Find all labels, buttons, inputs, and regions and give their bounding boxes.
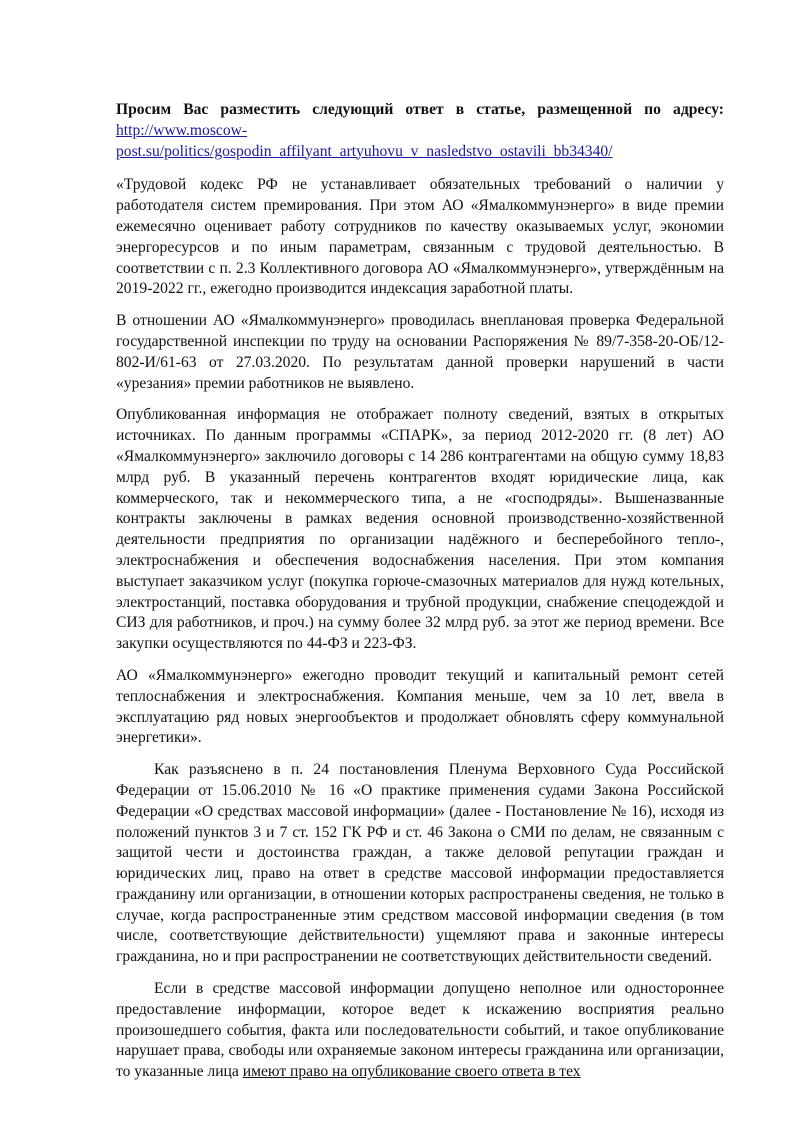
article-url-line-1[interactable]: http://www.moscow-	[116, 121, 248, 139]
paragraph-supreme-court: Как разъяснено в п. 24 постановления Пленума Верховного Суда Российской Федерации от 15.06.2010 № 16 «О практике применения судами Закона Российской Федерации «О средствах массовой информации» (далее - Постановление № 16), исходя из положений пунктов 3 и 7 ст. 152 ГК РФ и ст. 46 Закона о СМИ по делам, не связанным с защитой чести и достоинства граждан, а также деловой репутации граждан и юридических лиц, право на ответ в средстве массовой информации предоставляется гражданину или организации, в отношении которых распространены сведения, не только в случае, когда распространенные этим средством массовой информации сведения (в том числе, соответствующие действительности) ущемляют права и законные интересы гражданина, но и при распространении не соответствующих действительности сведений.	[116, 761, 724, 966]
request-text: Просим Вас разместить следующий ответ в статье, размещенной по адресу:	[116, 101, 724, 118]
paragraph-right-of-reply	[116, 979, 724, 1083]
paragraph-contractors: Опубликованная информация не отображает полноту сведений, взятых в открытых источниках. По данным программы «СПАРК», за период 2012-2020 гг. (8 лет) АО «Ямалкоммунэнерго» заключило договоры с 14 286 контрагентами на общую сумму 18,83 млрд руб. В указанный перечень контрагентов входят юридические лица, как коммерческого, так и некоммерческого типа, а не «господряды». Вышеназванные контракты заключены в рамках ведения основной производственно-хозяйственной деятельности предприятия по организации надёжного и бесперебойного тепло-, электроснабжения и обеспечения водоснабжения населения. При этом компания выступает заказчиком услуг (покупка горюче-смазочных материалов для нужд котельных, электростанций, поставка оборудования и трубной продукции, снабжение спецодеждой и СИЗ для работников, и проч.) на сумму более 32 млрд руб. за этот же период времени. Все закупки осуществляются по 44-ФЗ и 223-ФЗ.	[116, 406, 724, 653]
paragraph-repairs: АО «Ямалкоммунэнерго» ежегодно проводит текущий и капитальный ремонт сетей теплоснабжения и электроснабжения. Компания меньше, чем за 10 лет, ввела в эксплуатацию ряд новых энергообъектов и продолжает обновлять сферу коммунальной энергетики».	[116, 666, 724, 747]
paragraph-right-of-reply-text: Если в средстве массовой информации допущено неполное или одностороннее предоставление информации, которое ведет к искажению восприятия реально произошедшего события, факта или последовательности событий, и такое опубликование нарушает права, свободы или охраняемые законом интересы гражданина или организации, то указанные лица	[116, 980, 724, 1081]
request-header	[116, 100, 724, 162]
document-body	[116, 100, 724, 1094]
paragraph-labor-inspection: В отношении АО «Ямалкоммунэнерго» проводилась внеплановая проверка Федеральной государственной инспекции по труду на основании Распоряжения № 89/7-358-20-ОБ/12-802-И/61-63 от 27.03.2020. По результатам данной проверки нарушений в части «урезания» премии работников не выявлено.	[116, 312, 724, 392]
article-url-line-2[interactable]: post.su/politics/gospodin_affilyant_artyuhovu_v_nasledstvo_ostavili_bb34340/	[116, 142, 613, 160]
underlined-right-of-reply: имеют право на опубликование своего ответа в тех	[242, 1063, 581, 1081]
paragraph-bonus-system: «Трудовой кодекс РФ не устанавливает обязательных требований о наличии у работодателя систем премирования. При этом АО «Ямалкоммунэнерго» в виде премии ежемесячно оценивает работу сотрудников по качеству оказываемых услуг, экономии энергоресурсов и по иным параметрам, связанным с трудовой деятельностью. В соответствии с п. 2.3 Коллективного договора АО «Ямалкоммунэнерго», утверждённым на 2019-2022 гг., ежегодно производится индексация заработной платы.	[116, 176, 724, 298]
